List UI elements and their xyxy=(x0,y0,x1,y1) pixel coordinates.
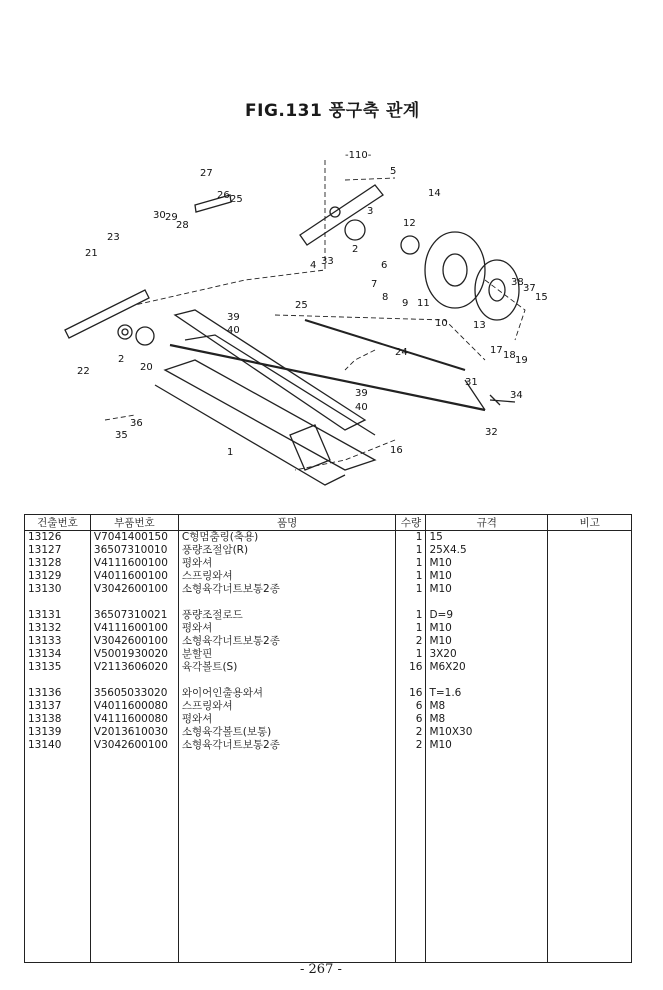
parts-table xyxy=(24,514,632,963)
cell-spec: M8 xyxy=(426,713,548,726)
cell-qty: 6 xyxy=(396,713,426,726)
svg-text:26: 26 xyxy=(217,190,230,201)
cell-item-no: 13138 xyxy=(25,713,91,726)
table-row xyxy=(25,635,632,648)
cell-spec: M10 xyxy=(426,557,548,570)
cell-qty: 2 xyxy=(396,726,426,739)
svg-text:40: 40 xyxy=(227,325,240,336)
header-name: 품명 xyxy=(178,515,396,531)
table-spacer-row xyxy=(25,674,632,687)
header-qty: 수량 xyxy=(396,515,426,531)
svg-text:8: 8 xyxy=(382,292,389,303)
cell-item-no: 13129 xyxy=(25,570,91,583)
cell-spec: M6X20 xyxy=(426,661,548,674)
cell-name: 평와셔 xyxy=(178,622,396,635)
cell-part-no: V5001930020 xyxy=(90,648,178,661)
svg-text:22: 22 xyxy=(77,366,90,377)
cell-qty: 2 xyxy=(396,635,426,648)
cell-note xyxy=(548,531,632,545)
cell-item-no: 13128 xyxy=(25,557,91,570)
svg-text:18: 18 xyxy=(503,350,516,361)
cell-spec: M10 xyxy=(426,570,548,583)
svg-text:6: 6 xyxy=(381,260,388,271)
table-spacer-row xyxy=(25,596,632,609)
figure-title: FIG.131 풍구축 관계 xyxy=(245,101,420,121)
svg-text:29: 29 xyxy=(165,212,178,223)
svg-text:35: 35 xyxy=(115,430,128,441)
cell-name: C형멈춤링(축용) xyxy=(178,531,396,545)
parts-diagram xyxy=(45,140,585,500)
svg-text:32: 32 xyxy=(485,427,498,438)
table-row xyxy=(25,583,632,596)
table-row xyxy=(25,700,632,713)
cell-item-no: 13135 xyxy=(25,661,91,674)
svg-text:25: 25 xyxy=(295,300,308,311)
svg-text:34: 34 xyxy=(510,390,523,401)
cell-part-no: V4111600080 xyxy=(90,713,178,726)
cell-name: 풍량조절암(R) xyxy=(178,544,396,557)
cell-part-no: 36507310021 xyxy=(90,609,178,622)
cell-item-no: 13133 xyxy=(25,635,91,648)
table-row xyxy=(25,713,632,726)
cell-qty: 1 xyxy=(396,622,426,635)
cell-part-no: V2113606020 xyxy=(90,661,178,674)
cell-note xyxy=(548,609,632,622)
cell-item-no: 13140 xyxy=(25,739,91,752)
svg-text:39: 39 xyxy=(227,312,240,323)
svg-text:3: 3 xyxy=(367,206,374,217)
svg-text:-110-: -110- xyxy=(345,150,372,161)
cell-spec: T=1.6 xyxy=(426,687,548,700)
cell-part-no: V4011600100 xyxy=(90,570,178,583)
table-row xyxy=(25,726,632,739)
cell-qty: 1 xyxy=(396,648,426,661)
svg-text:2: 2 xyxy=(118,354,125,365)
svg-text:4: 4 xyxy=(310,260,317,271)
cell-part-no: V7041400150 xyxy=(90,531,178,545)
table-row xyxy=(25,609,632,622)
cell-item-no: 13126 xyxy=(25,531,91,545)
cell-spec: M10 xyxy=(426,583,548,596)
svg-text:2: 2 xyxy=(352,244,359,255)
table-row xyxy=(25,648,632,661)
svg-text:30: 30 xyxy=(153,210,166,221)
svg-text:21: 21 xyxy=(85,248,98,259)
svg-text:16: 16 xyxy=(390,445,403,456)
cell-name: 스프링와셔 xyxy=(178,570,396,583)
svg-text:40: 40 xyxy=(355,402,368,413)
svg-text:36: 36 xyxy=(130,418,143,429)
cell-part-no: V3042600100 xyxy=(90,583,178,596)
svg-text:1: 1 xyxy=(227,447,234,458)
svg-text:15: 15 xyxy=(535,292,548,303)
table-row xyxy=(25,687,632,700)
cell-name: 분할핀 xyxy=(178,648,396,661)
cell-spec: 3X20 xyxy=(426,648,548,661)
cell-note xyxy=(548,687,632,700)
cell-part-no: 35605033020 xyxy=(90,687,178,700)
cell-note xyxy=(548,622,632,635)
header-note: 비고 xyxy=(548,515,632,531)
cell-part-no: V3042600100 xyxy=(90,635,178,648)
svg-text:12: 12 xyxy=(403,218,416,229)
cell-name: 소형육각너트보통2종 xyxy=(178,635,396,648)
cell-name: 소형육각너트보통2종 xyxy=(178,739,396,752)
page-number: - 267 - xyxy=(300,962,342,977)
svg-text:25: 25 xyxy=(230,194,243,205)
cell-item-no: 13132 xyxy=(25,622,91,635)
cell-qty: 2 xyxy=(396,739,426,752)
svg-text:13: 13 xyxy=(473,320,486,331)
cell-qty: 16 xyxy=(396,661,426,674)
cell-note xyxy=(548,661,632,674)
table-row xyxy=(25,570,632,583)
cell-qty: 16 xyxy=(396,687,426,700)
cell-qty: 6 xyxy=(396,700,426,713)
table-row xyxy=(25,661,632,674)
cell-spec: M8 xyxy=(426,700,548,713)
svg-text:24: 24 xyxy=(395,347,408,358)
cell-note xyxy=(548,700,632,713)
cell-part-no: V3042600100 xyxy=(90,739,178,752)
svg-text:39: 39 xyxy=(355,388,368,399)
cell-item-no: 13131 xyxy=(25,609,91,622)
cell-name: 평와셔 xyxy=(178,713,396,726)
cell-qty: 1 xyxy=(396,583,426,596)
svg-text:31: 31 xyxy=(465,377,478,388)
cell-qty: 1 xyxy=(396,531,426,545)
table-row xyxy=(25,739,632,752)
cell-item-no: 13127 xyxy=(25,544,91,557)
cell-qty: 1 xyxy=(396,544,426,557)
table-row xyxy=(25,557,632,570)
svg-text:19: 19 xyxy=(515,355,528,366)
svg-text:10: 10 xyxy=(435,318,448,329)
svg-text:38: 38 xyxy=(511,277,524,288)
cell-note xyxy=(548,635,632,648)
cell-spec: M10 xyxy=(426,635,548,648)
table-empty-area xyxy=(25,752,632,963)
svg-text:20: 20 xyxy=(140,362,153,373)
table-row xyxy=(25,622,632,635)
cell-spec: M10 xyxy=(426,622,548,635)
cell-note xyxy=(548,739,632,752)
svg-text:5: 5 xyxy=(390,166,397,177)
cell-item-no: 13130 xyxy=(25,583,91,596)
cell-item-no: 13139 xyxy=(25,726,91,739)
svg-text:9: 9 xyxy=(402,298,409,309)
cell-item-no: 13136 xyxy=(25,687,91,700)
cell-spec: D=9 xyxy=(426,609,548,622)
svg-text:27: 27 xyxy=(200,168,213,179)
svg-text:14: 14 xyxy=(428,188,441,199)
cell-note xyxy=(548,544,632,557)
cell-name: 소형육각볼트(보통) xyxy=(178,726,396,739)
cell-name: 소형육각너트보통2종 xyxy=(178,583,396,596)
cell-part-no: V2013610030 xyxy=(90,726,178,739)
header-spec: 규격 xyxy=(426,515,548,531)
svg-text:17: 17 xyxy=(490,345,503,356)
svg-text:28: 28 xyxy=(176,220,189,231)
cell-part-no: V4111600100 xyxy=(90,622,178,635)
header-part-no: 부품번호 xyxy=(90,515,178,531)
cell-part-no: 36507310010 xyxy=(90,544,178,557)
svg-text:37: 37 xyxy=(523,283,536,294)
cell-name: 스프링와셔 xyxy=(178,700,396,713)
svg-text:23: 23 xyxy=(107,232,120,243)
cell-item-no: 13137 xyxy=(25,700,91,713)
cell-name: 육각볼트(S) xyxy=(178,661,396,674)
table-row xyxy=(25,544,632,557)
table-row xyxy=(25,531,632,545)
cell-spec: 15 xyxy=(426,531,548,545)
cell-spec: 25X4.5 xyxy=(426,544,548,557)
cell-spec: M10X30 xyxy=(426,726,548,739)
svg-text:11: 11 xyxy=(417,298,430,309)
cell-name: 평와셔 xyxy=(178,557,396,570)
cell-note xyxy=(548,648,632,661)
svg-text:33: 33 xyxy=(321,256,334,267)
cell-item-no: 13134 xyxy=(25,648,91,661)
cell-part-no: V4011600080 xyxy=(90,700,178,713)
cell-qty: 1 xyxy=(396,609,426,622)
cell-note xyxy=(548,570,632,583)
cell-note xyxy=(548,583,632,596)
cell-spec: M10 xyxy=(426,739,548,752)
cell-note xyxy=(548,713,632,726)
cell-part-no: V4111600100 xyxy=(90,557,178,570)
svg-text:7: 7 xyxy=(371,279,378,290)
cell-name: 와이어인출용와셔 xyxy=(178,687,396,700)
cell-qty: 1 xyxy=(396,557,426,570)
cell-qty: 1 xyxy=(396,570,426,583)
cell-note xyxy=(548,726,632,739)
cell-note xyxy=(548,557,632,570)
cell-name: 풍량조절로드 xyxy=(178,609,396,622)
table-header-row xyxy=(25,515,632,531)
header-item-no: 건출번호 xyxy=(25,515,91,531)
